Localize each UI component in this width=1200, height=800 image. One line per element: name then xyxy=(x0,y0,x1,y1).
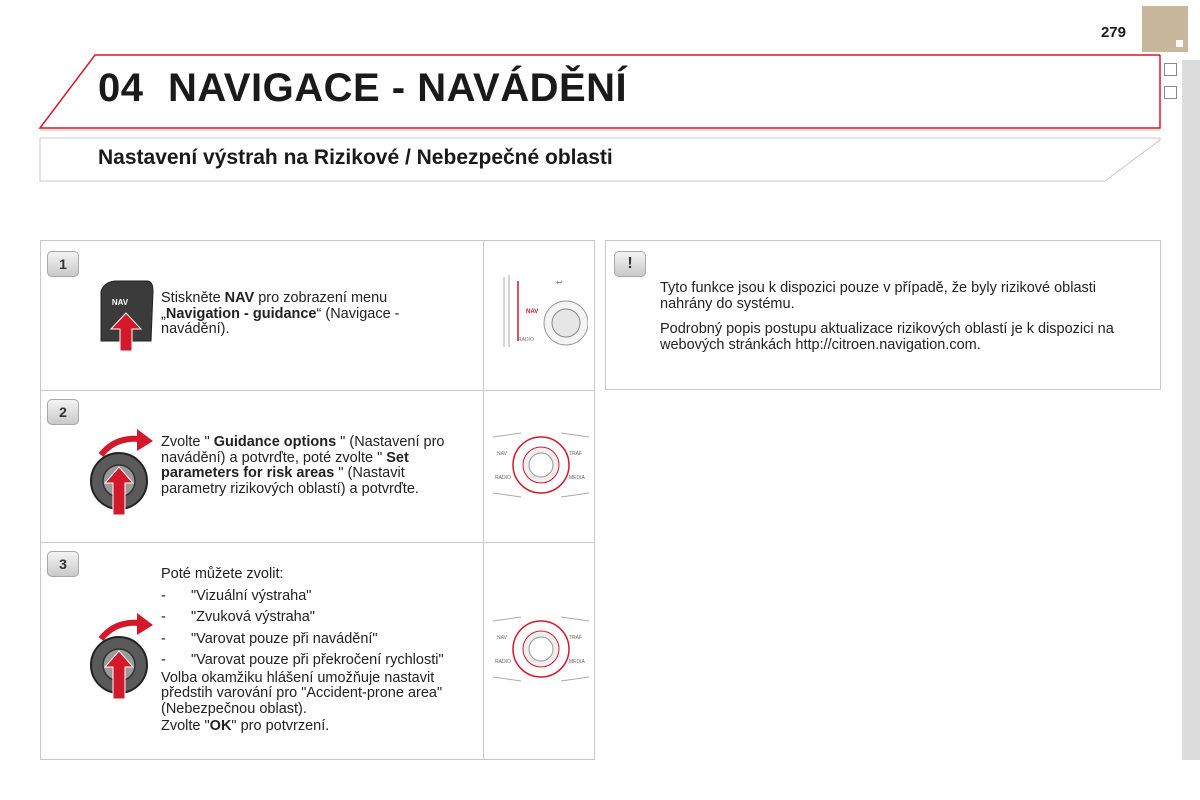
step-number-badge: 3 xyxy=(47,551,79,577)
step-3-confirm: Zvolte "OK" pro potvrzení. xyxy=(161,718,330,734)
svg-text:TRAF: TRAF xyxy=(569,451,583,457)
step-1-panel xyxy=(40,240,595,391)
svg-text:↩: ↩ xyxy=(556,278,563,287)
control-panel-illustration xyxy=(491,429,591,501)
step-3-panel xyxy=(40,543,595,760)
step-number-badge: 2 xyxy=(47,399,79,425)
step-number-badge: 1 xyxy=(47,251,79,277)
control-panel-illustration xyxy=(491,613,591,685)
section-title: Nastavení výstrah na Rizikové / Nebezpečné oblasti xyxy=(98,146,613,169)
warning-note-panel xyxy=(605,240,1161,390)
svg-text:RADIO: RADIO xyxy=(495,475,511,481)
step-2-panel xyxy=(40,391,595,543)
nav-unit-illustration xyxy=(496,271,588,351)
note-paragraph: Podrobný popis postupu aktualizace rizikových oblastí je k dispozici na webových stránkách http://citroen.navigation.com. xyxy=(660,321,1114,353)
rotary-knob-turn-press-icon xyxy=(87,601,159,701)
chapter-title: NAVIGACE - NAVÁDĚNÍ xyxy=(168,66,628,110)
page-number: 279 xyxy=(1100,24,1126,41)
step-2-text: Zvolte " Guidance options " (Nastavení pro navádění) a potvrďte, poté zvolte " Set parameters for risk areas " (Nastavit parametry rizikových oblastí) a potvrďte. xyxy=(161,434,445,497)
warning-note-text xyxy=(660,281,1150,363)
rotary-knob-turn-press-icon xyxy=(87,417,159,517)
step-3-extra: Volba okamžiku hlášení umožňuje nastavit předstih varování pro "Accident-prone area" (Nebezpečnou oblast). xyxy=(161,669,443,717)
list-item: - "Zvuková výstraha" xyxy=(161,609,315,625)
step-3-text xyxy=(161,567,471,735)
svg-text:RADIO: RADIO xyxy=(495,659,511,665)
list-item: - "Vizuální výstraha" xyxy=(161,587,312,604)
svg-text:MEDIA: MEDIA xyxy=(569,659,585,665)
svg-text:NAV: NAV xyxy=(497,451,507,457)
svg-text:MEDIA: MEDIA xyxy=(569,475,585,481)
step-3-intro: Poté můžete zvolit: xyxy=(161,566,284,582)
list-item: - "Varovat pouze při překročení rychlosti" xyxy=(161,652,444,668)
warning-icon: ! xyxy=(614,251,646,277)
svg-text:TRAF: TRAF xyxy=(569,635,583,641)
svg-text:NAV: NAV xyxy=(526,309,539,315)
chapter-number: 04 xyxy=(98,66,144,110)
nav-button-press-icon xyxy=(93,277,155,355)
svg-text:NAV: NAV xyxy=(497,635,507,641)
list-item: - "Varovat pouze při navádění" xyxy=(161,630,378,647)
note-paragraph: Tyto funkce jsou k dispozici pouze v případě, že byly rizikové oblasti nahrány do systému. xyxy=(660,280,1097,312)
nav-button-label: NAV xyxy=(111,298,129,307)
svg-text:RADIO: RADIO xyxy=(518,337,534,343)
step-1-text: Stiskněte NAV pro zobrazení menu „Navigation - guidance“ (Navigace - navádění). xyxy=(161,290,400,337)
